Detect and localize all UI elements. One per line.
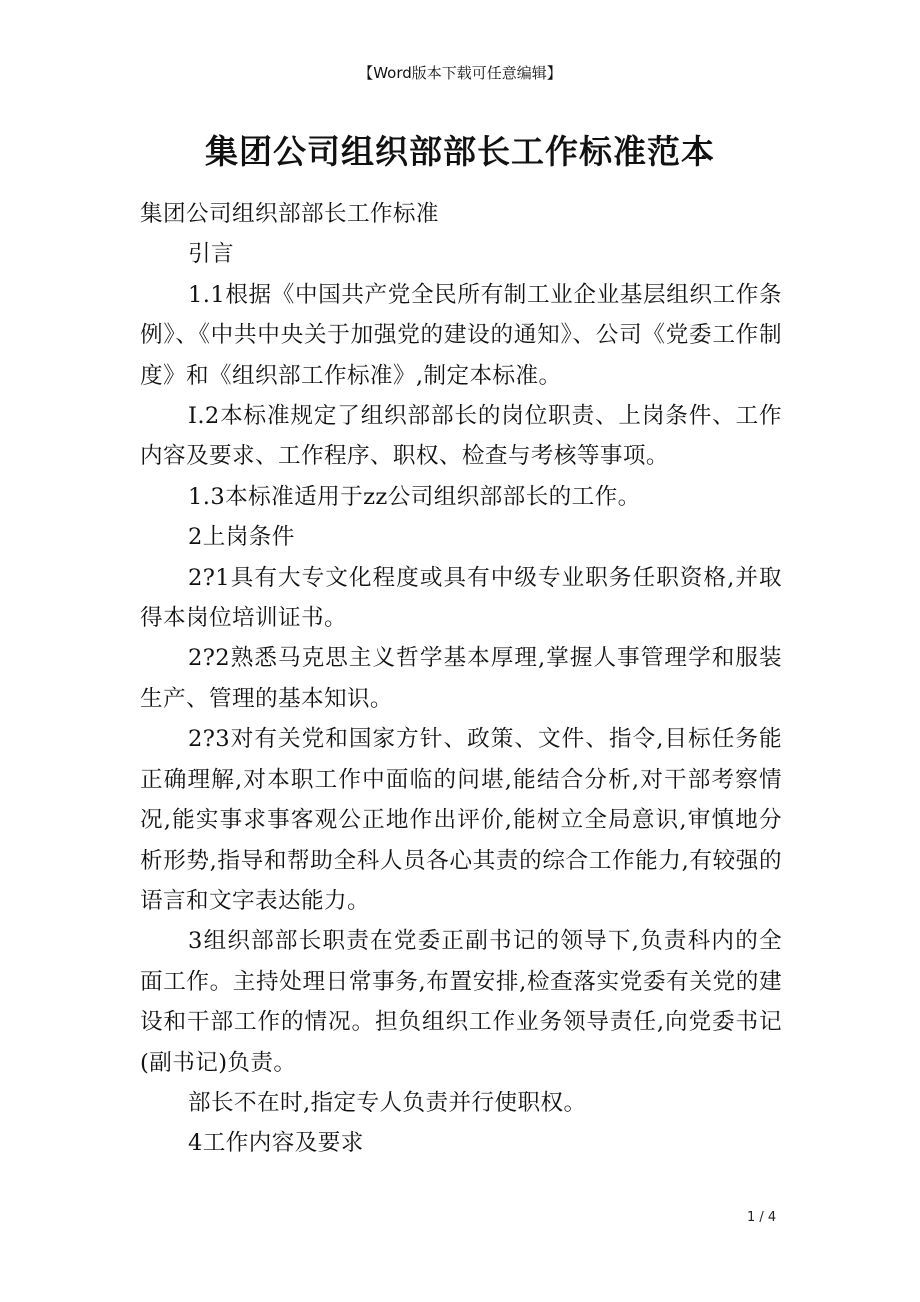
paragraph-1-3: 1.3本标准适用于zz公司组织部部长的工作。 xyxy=(188,483,641,510)
paragraph-1-1: 1.1根据《中国共产党全民所有制工业企业基层组织工作条例》、《中共中央关于加强党的建设的通知》、公司《党委工作制度》和《组织部工作标准》,制定本标准。 xyxy=(140,281,782,389)
document-body xyxy=(140,194,782,1164)
section-heading-work-content: 4工作内容及要求 xyxy=(188,1130,364,1157)
page-header: 【Word版本下载可任意编辑】 xyxy=(358,64,562,82)
paragraph-1-2: I.2本标准规定了组织部部长的岗位职责、上岗条件、工作内容及要求、工作程序、职权、检查与考核等事项。 xyxy=(140,403,782,470)
subtitle-paragraph: 集团公司组织部部长工作标准 xyxy=(140,201,439,227)
paragraph-deputy: 部长不在时,指定专人负责并行使职权。 xyxy=(188,1089,587,1116)
paragraph-2-2: 2?2熟悉马克思主义哲学基本厚理,掌握人事管理学和服装生产、管理的基本知识。 xyxy=(140,645,782,712)
paragraph-2-3: 2?3对有关党和国家方针、政策、文件、指令,目标任务能正确理解,对本职工作中面临的问堪,能结合分析,对干部考察情况,能实事求事客观公正地作出评价,能树立全局意识,审慎地分析形势,指导和帮助全科人员各心其责的综合工作能力,有较强的语言和文字表达能力。 xyxy=(140,726,782,914)
page-number: 1 / 4 xyxy=(747,1210,777,1225)
paragraph-2-1: 2?1具有大专文化程度或具有中级专业职务任职资格,并取得本岗位培训证书。 xyxy=(140,564,782,632)
section-heading-qualifications: 2上岗条件 xyxy=(188,524,295,551)
document-title: 集团公司组织部部长工作标准范本 xyxy=(205,132,715,171)
section-heading-introduction: 引言 xyxy=(188,241,234,268)
paragraph-3: 3组织部部长职责在党委正副书记的领导下,负责科内的全面工作。主持处理日常事务,布置安排,检查落实党委有关党的建设和干部工作的情况。担负组织工作业务领导责任,向党委书记(副书记)负责。 xyxy=(140,928,782,1076)
